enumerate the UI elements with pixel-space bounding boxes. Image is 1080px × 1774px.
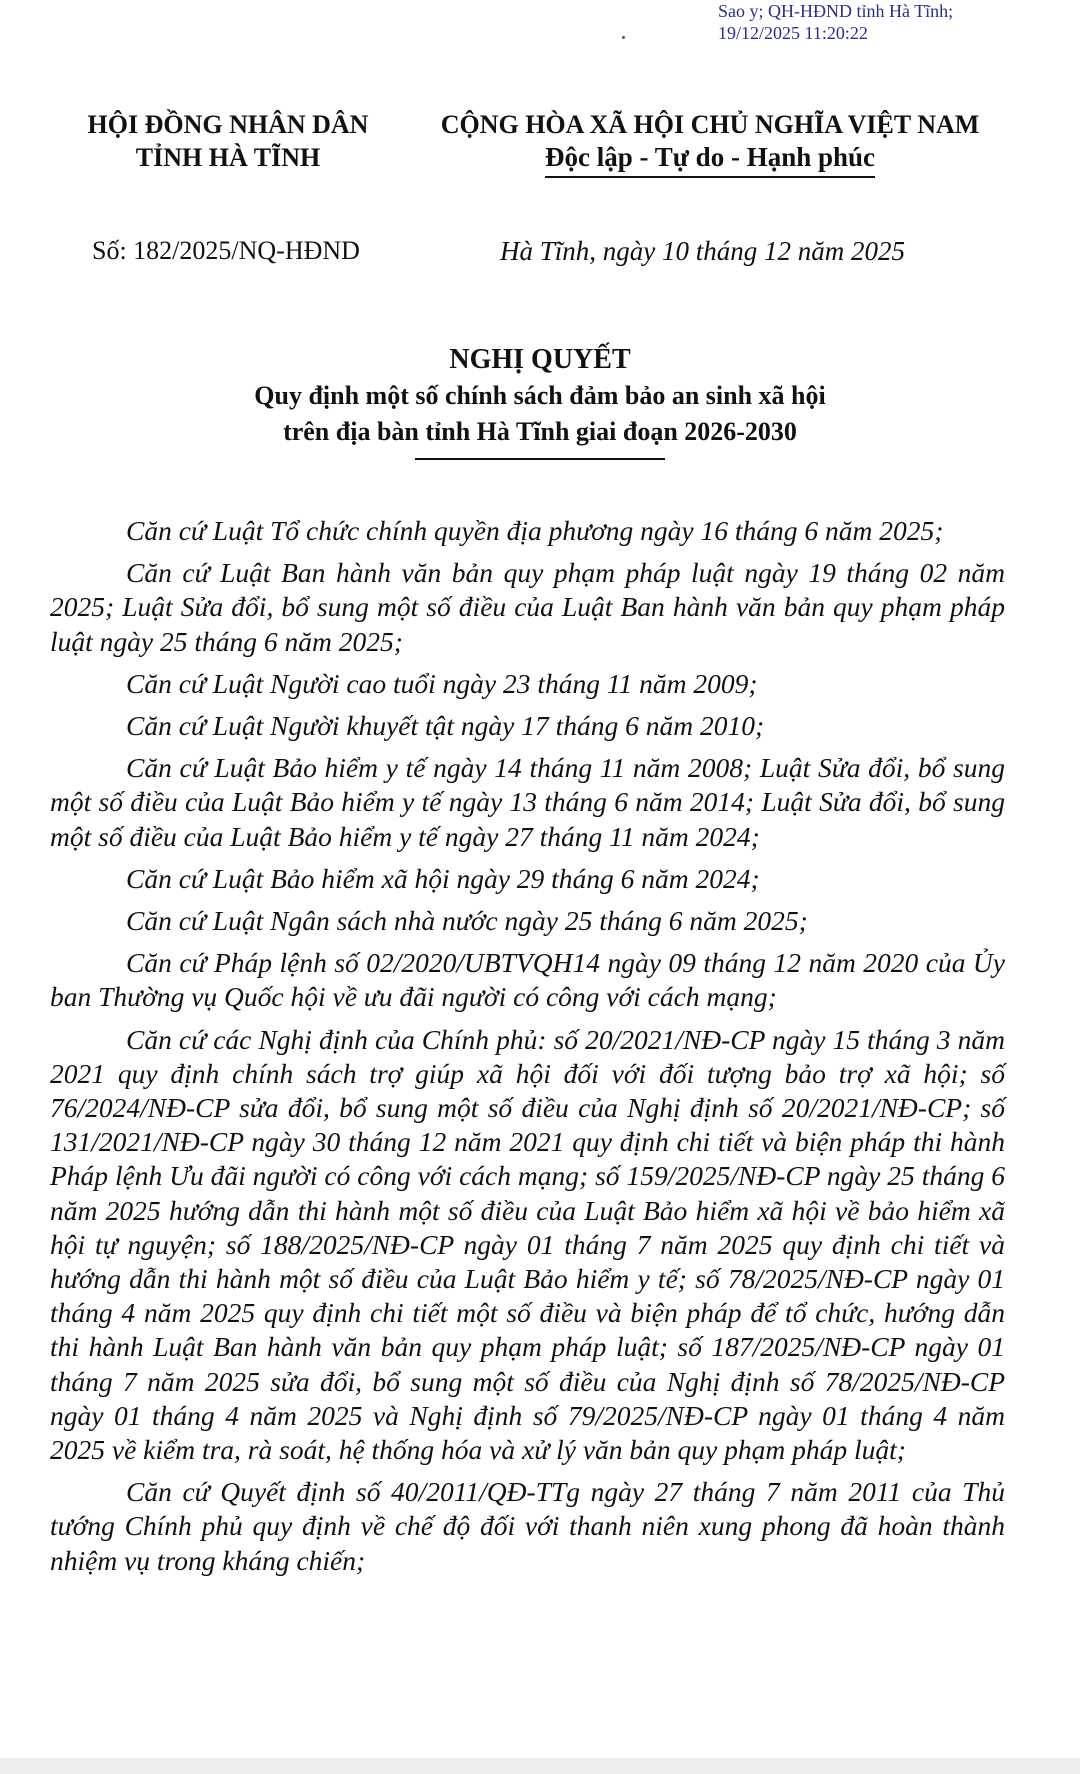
title-sub-line1: Quy định một số chính sách đảm bảo an sinh xã hội [254, 381, 826, 410]
national-heading [400, 108, 1020, 178]
document-number: Số: 182/2025/NQ-HĐND [92, 236, 360, 265]
legal-basis-paragraph: Căn cứ Luật Tổ chức chính quyền địa phương ngày 16 tháng 6 năm 2025; [126, 515, 944, 546]
copy-stamp-line2: 19/12/2025 11:20:22 [718, 23, 868, 43]
copy-stamp-line1: Sao y; QH-HĐND tỉnh Hà Tĩnh; [718, 1, 954, 21]
legal-basis-paragraph: Căn cứ Luật Ngân sách nhà nước ngày 25 tháng 6 năm 2025; [126, 905, 808, 937]
document-body [50, 514, 1005, 1586]
document-date: Hà Tĩnh, ngày 10 tháng 12 năm 2025 [500, 236, 905, 266]
legal-basis-paragraph: Căn cứ Luật Bảo hiểm xã hội ngày 29 tháng 6 năm 2024; [126, 862, 760, 894]
legal-basis-paragraph: Căn cứ Quyết định số 40/2011/QĐ-TTg ngày 27 tháng 7 năm 2011 của Thủ tướng Chính phủ quy định về chế độ đối với thanh niên xung phong đã hoàn thành nhiệm vụ trong kháng chiến; [50, 1476, 1005, 1576]
copy-stamp [718, 0, 1048, 44]
national-motto: Độc lập - Tự do - Hạnh phúc [545, 141, 875, 178]
page-bottom-edge [0, 1758, 1080, 1774]
scan-dot [622, 36, 625, 39]
legal-basis-paragraph: Căn cứ Luật Người khuyết tật ngày 17 tháng 6 năm 2010; [126, 710, 765, 742]
legal-basis-paragraph: Căn cứ Pháp lệnh số 02/2020/UBTVQH14 ngày 09 tháng 12 năm 2020 của Ủy ban Thường vụ Quốc hội về ưu đãi người có công với cách mạng; [50, 947, 1005, 1013]
country-name: CỘNG HÒA XÃ HỘI CHỦ NGHĨA VIỆT NAM [440, 110, 980, 139]
title-main: NGHỊ QUYẾT [449, 344, 631, 375]
legal-basis-paragraph: Căn cứ các Nghị định của Chính phủ: số 20/2021/NĐ-CP ngày 15 tháng 3 năm 2021 quy định chính sách trợ giúp xã hội đối với đối tượng bảo trợ xã hội; số 76/2024/NĐ-CP sửa đổi, bổ sung một số điều của Nghị định số 20/2021/NĐ-CP; số 131/2021/NĐ-CP ngày 30 tháng 12 năm 2021 quy định chi tiết và biện pháp thi hành Pháp lệnh Ưu đãi người có công với cách mạng; số 159/2025/NĐ-CP ngày 25 tháng 6 năm 2025 hướng dẫn thi hành một số điều của Luật Bảo hiểm xã hội về bảo hiểm xã hội tự nguyện; số 188/2025/NĐ-CP ngày 01 tháng 7 năm 2025 quy định chi tiết và hướng dẫn thi hành một số điều của Luật Bảo hiểm y tế; số 78/2025/NĐ-CP ngày 01 tháng 4 năm 2025 quy định chi tiết một số điều và biện pháp để tổ chức, hướng dẫn thi hành Luật Ban hành văn bản quy phạm pháp luật; số 187/2025/NĐ-CP ngày 01 tháng 7 năm 2025 sửa đổi, bổ sung một số điều của Nghị định số 78/2025/NĐ-CP ngày 01 tháng 4 năm 2025 và Nghị định số 79/2025/NĐ-CP ngày 01 tháng 4 năm 2025 về kiểm tra, rà soát, hệ thống hóa và xử lý văn bản quy phạm pháp luật; [50, 1023, 1005, 1466]
issuing-authority [48, 108, 408, 174]
legal-basis-paragraph: Căn cứ Luật Ban hành văn bản quy phạm pháp luật ngày 19 tháng 02 năm 2025; Luật Sửa đổi, bổ sung một số điều của Luật Ban hành văn bản quy phạm pháp luật ngày 25 tháng 6 năm 2025; [50, 557, 1005, 657]
document-title [40, 342, 1040, 460]
title-underline [415, 458, 665, 460]
legal-basis-paragraph: Căn cứ Luật Người cao tuổi ngày 23 tháng 11 năm 2009; [126, 667, 758, 699]
issuing-authority-line1: HỘI ĐỒNG NHÂN DÂN [87, 110, 369, 139]
title-sub-line2: trên địa bàn tỉnh Hà Tĩnh giai đoạn 2026-2030 [283, 417, 797, 446]
legal-basis-paragraph: Căn cứ Luật Bảo hiểm y tế ngày 14 tháng 11 năm 2008; Luật Sửa đổi, bổ sung một số điều của Luật Bảo hiểm y tế ngày 13 tháng 6 năm 2014; Luật Sửa đổi, bổ sung một số điều của Luật Bảo hiểm y tế ngày 27 tháng 11 năm 2024; [50, 752, 1005, 852]
issuing-authority-line2: TỈNH HÀ TĨNH [135, 143, 321, 172]
